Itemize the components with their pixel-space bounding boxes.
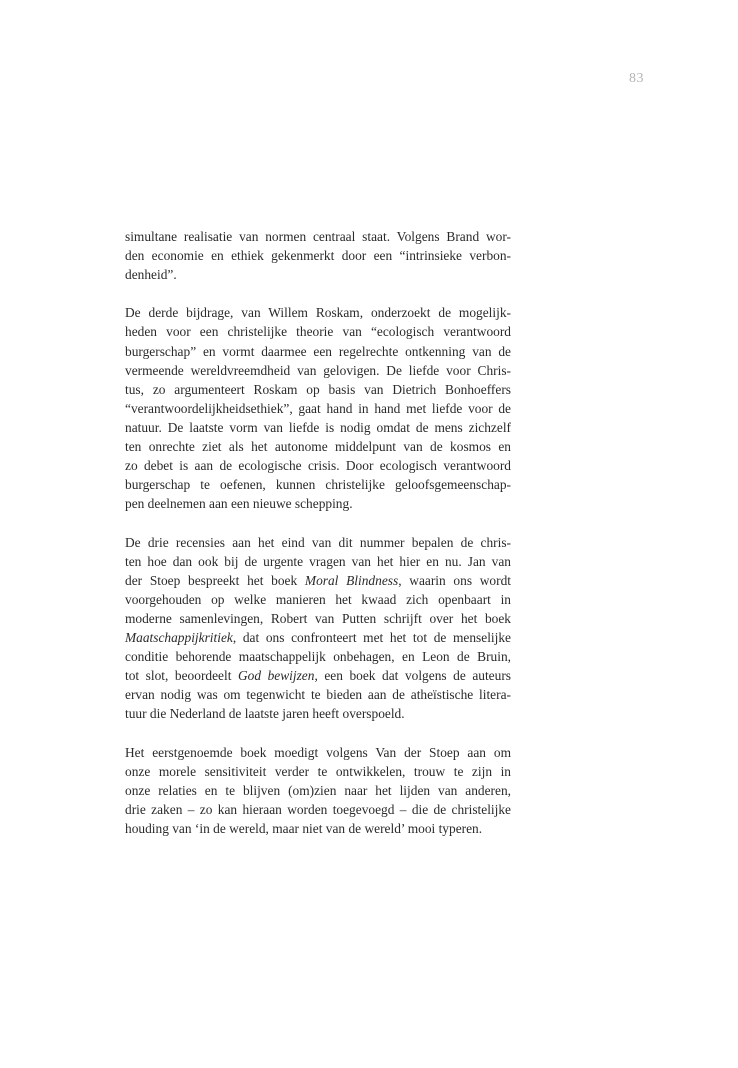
text-line: zo debet is aan de ecologische crisis. Door ecologisch verantwoord xyxy=(125,458,511,474)
book-title-god-bewijzen: God bewijzen xyxy=(237,668,315,684)
paragraph-1 xyxy=(125,227,511,284)
paragraph-3 xyxy=(125,533,511,724)
text-line: natuur. De laatste vorm van liefde is nodig omdat de mens zichzelf xyxy=(125,419,511,435)
text-line: Het eerstgenoemde boek moedigt volgens Van der Stoep aan om xyxy=(125,744,511,760)
text-line: De drie recensies aan het eind van dit nummer bepalen de chris- xyxy=(125,534,511,550)
text-line: burgerschap” en vormt daarmee een regelrechte ontkenning van de xyxy=(125,343,511,359)
body-text xyxy=(125,227,511,838)
paragraph-4 xyxy=(125,743,511,838)
text-run: , dat ons confronteert met het tot de menselijke xyxy=(232,629,511,645)
text-line: burgerschap te oefenen, kunnen christelijke geloofsgemeenschap- xyxy=(125,477,511,493)
text-line: voorgehouden op welke manieren het kwaad zich openbaart in xyxy=(125,591,511,607)
text-line: De derde bijdrage, van Willem Roskam, onderzoekt de mogelijk- xyxy=(125,305,511,321)
text-line: “verantwoordelijkheidsethiek”, gaat hand in hand met liefde voor de xyxy=(125,400,511,416)
text-line: ten onrechte ziet als het autonome middelpunt van de kosmos en xyxy=(125,439,511,455)
text-line: heden voor een christelijke theorie van “ecologisch verantwoord xyxy=(125,324,511,340)
book-title-maatschappijkritiek: Maatschappijkritiek xyxy=(125,629,233,645)
text-line: conditie behorende maatschappelijk onbehagen, en Leon de Bruin, xyxy=(125,649,511,665)
text-line: drie zaken – zo kan hieraan worden toegevoegd – die de christelijke xyxy=(125,801,511,817)
book-title-moral-blindness: Moral Blindness xyxy=(304,572,399,588)
text-run: der Stoep bespreekt het boek xyxy=(125,572,305,588)
text-line: moderne samenlevingen, Robert van Putten schrijft over het boek xyxy=(125,610,511,626)
text-run: , een boek dat volgens de auteurs xyxy=(314,668,511,684)
paragraph-2 xyxy=(125,303,511,513)
text-line: pen deelnemen aan een nieuwe schepping. xyxy=(125,496,353,512)
text-line: ten hoe dan ook bij de urgente vragen van het hier en nu. Jan van xyxy=(125,553,511,569)
text-line: den economie en ethiek gekenmerkt door een “intrinsieke verbon- xyxy=(125,248,511,264)
page-number: 83 xyxy=(629,71,644,86)
text-line xyxy=(125,571,511,590)
text-line: simultane realisatie van normen centraal staat. Volgens Brand wor- xyxy=(125,229,511,244)
text-line: tus, zo argumenteert Roskam op basis van Dietrich Bonhoeffers xyxy=(125,381,511,397)
text-line xyxy=(125,628,511,647)
paragraph-gap xyxy=(125,723,511,742)
text-line: tuur die Nederland de laatste jaren heeft overspoeld. xyxy=(125,706,405,722)
text-line: onze relaties en te blijven (om)zien naar het lijden van anderen, xyxy=(125,782,511,798)
text-run: , waarin ons wordt xyxy=(398,572,511,588)
text-line: ervan nodig was om tegenwicht te bieden aan de atheïstische litera- xyxy=(125,687,511,703)
text-line: onze morele sensitiviteit verder te ontwikkelen, trouw te zijn in xyxy=(125,763,511,779)
text-line: vermeende wereldvreemdheid van gelovigen. De liefde voor Chris- xyxy=(125,362,511,378)
text-run: tot slot, beoordeelt xyxy=(125,668,238,684)
paragraph-gap xyxy=(125,513,511,532)
text-line xyxy=(125,666,511,685)
text-line: denheid”. xyxy=(125,267,177,283)
paragraph-gap xyxy=(125,284,511,303)
text-line: houding van ‘in de wereld, maar niet van de wereld’ mooi typeren. xyxy=(125,820,483,836)
